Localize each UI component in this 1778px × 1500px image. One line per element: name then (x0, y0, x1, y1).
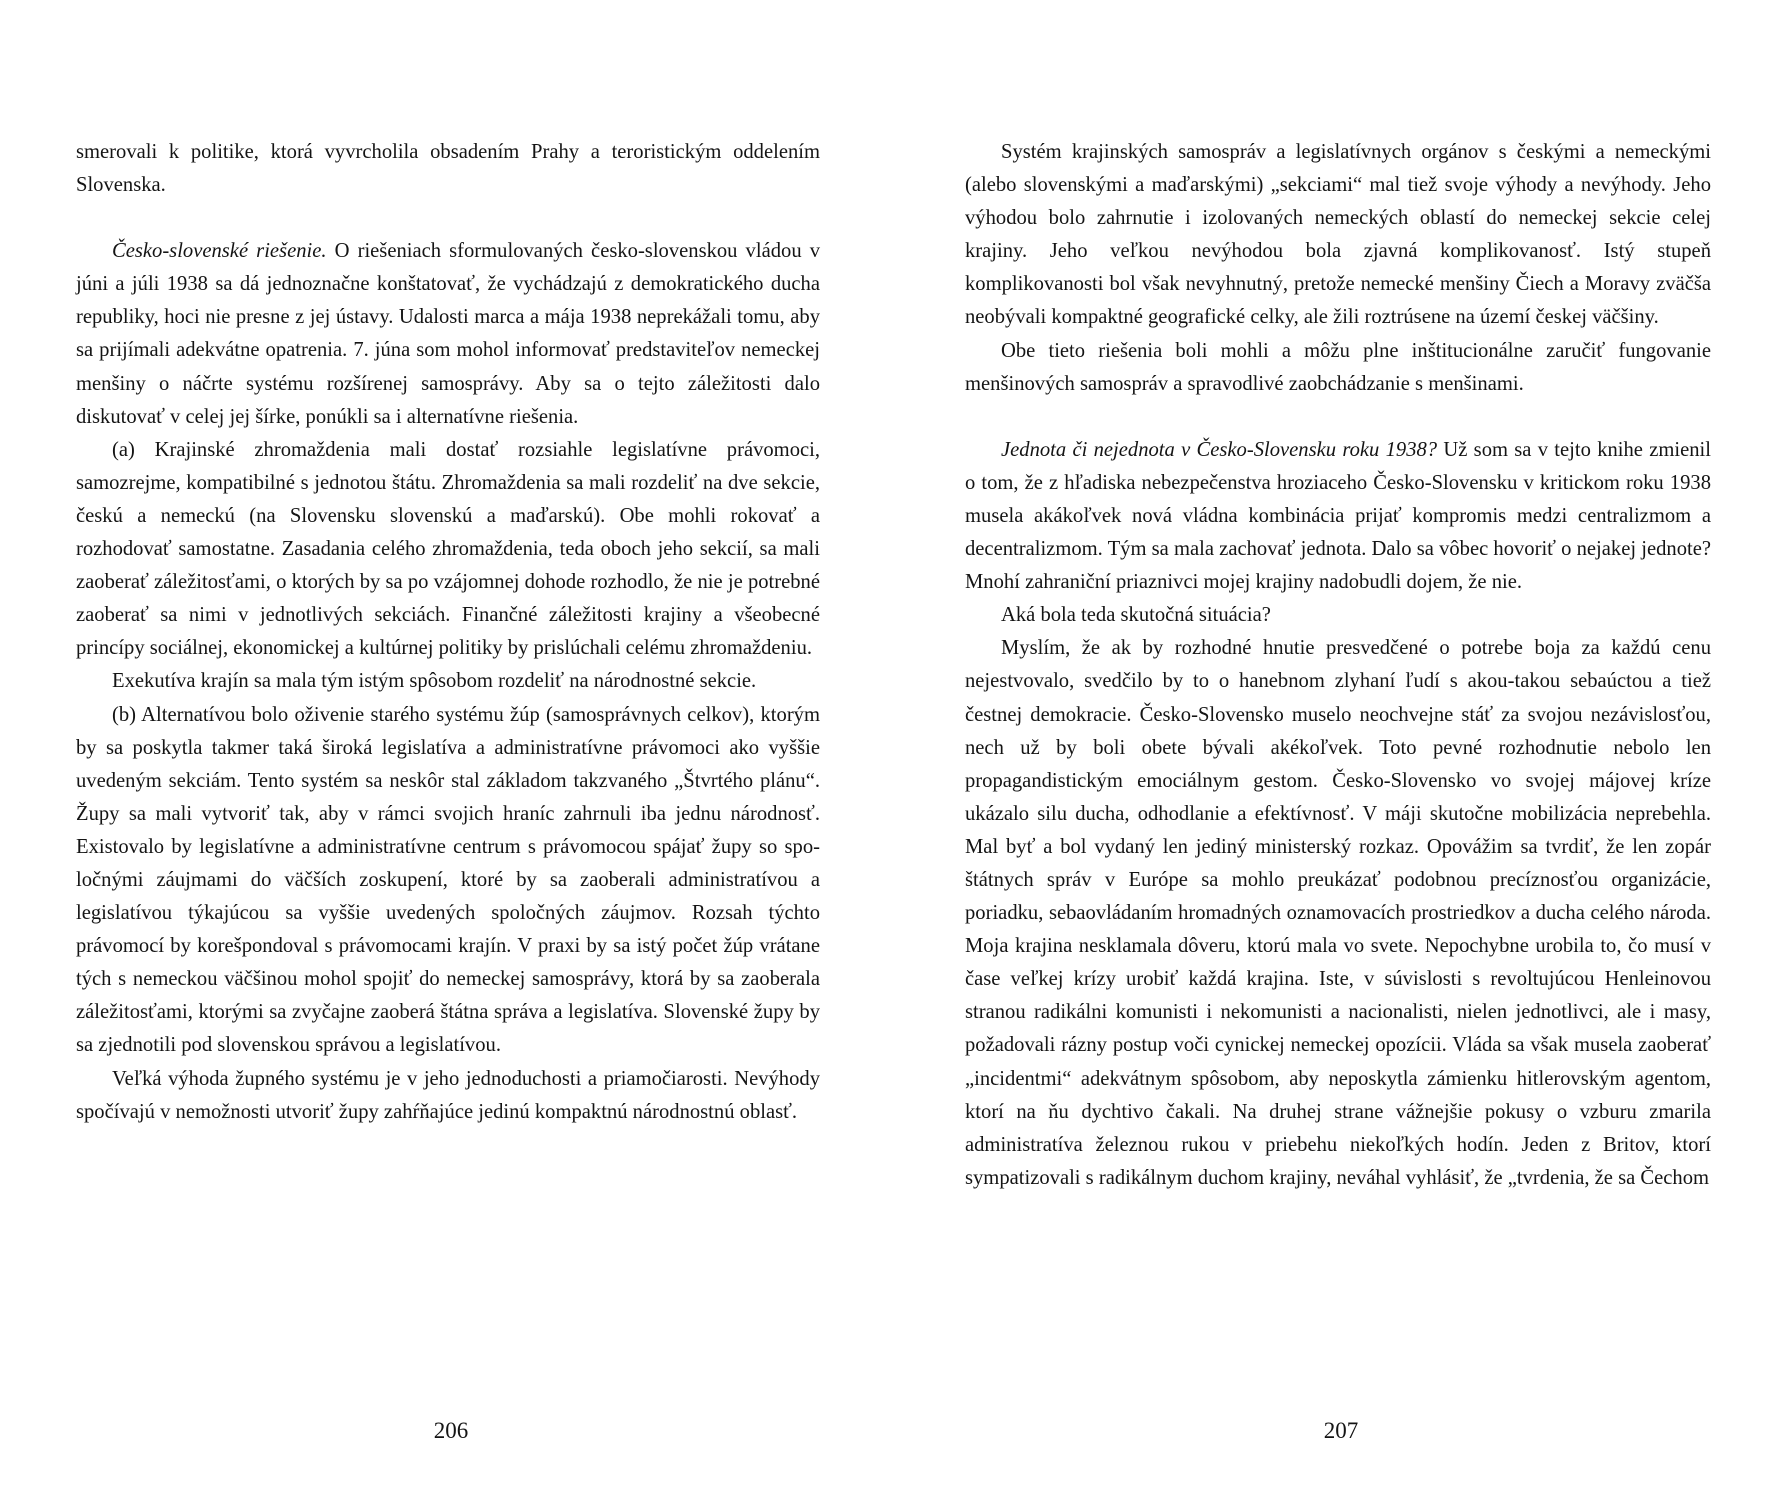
paragraph: Aká bola teda skutočná situácia? (1001, 604, 1271, 627)
paragraph: (b) Alternatívou bolo oživenie starého systému žúp (samosprávnych celkov), ktorým by sa poskytla takmer taká široká legislatíva a administratívne právomoci ako vyššie uvedeným sekciám. Tento systém sa neskôr stal základom takzvaného „Štvrtého plánu“. Župy sa mali vytvoriť tak, aby v rámci svojich hraníc zahrnuli iba jednu národnosť. Existovalo by legislatívne a administratívne centrum s právomocou spájať župy so spoločnými záujmami do väčších zoskupení, ktoré by sa zaoberali administratívou a legislatívou týkajúcou sa vyššie uvedených spoločných záujmov. Rozsah týchto právomocí by korešpondoval s právomocami krajín. V praxi by sa istý počet žúp vrátane tých s nemeckou väčšinou mohol spojiť do nemeckej samosprávy, ktorá by sa zaoberala záležitosťami, ktorými sa zvyčajne zaoberá štátna správa a legislatíva. Slovenské župy by sa zjednotili pod slovenskou správou a legislatívou. (76, 703, 820, 1057)
paragraph: (a) Krajinské zhromaždenia mali dostať rozsiahle legislatívne právomoci, samozrejme, kompatibilné s jednotou štátu. Zhromaždenia sa mali rozdeliť na dve sekcie, českú a nemeckú (na Slovensku slovenskú a maďarskú). Obe mohli rokovať a rozhodovať samostatne. Zasadania celého zhromaždenia, teda oboch jeho sekcií, sa mali zaoberať záležitosťami, o ktorých by sa po vzájomnej dohode rozhodlo, že nie je potrebné zaoberať sa nimi v jednotlivých sekciách. Finančné záležitosti krajiny a všeobecné princípy sociálnej, ekonomickej a kultúrnej politiky by prislúchali celému zhromaždeniu. (76, 438, 820, 660)
paragraph-text: Už som sa v tejto knihe zmienil o tom, že z hľadiska nebezpečenstva hroziaceho Česko-Slovensku v kritickom roku 1938 musela akákoľvek nová vládna kombinácia prijať kompromis medzi centralizmom a decentralizmom. Tým sa mala zachovať jednota. Dalo sa vôbec hovoriť o nejakej jednote? Mnohí zahraniční priaznivci mojej krajiny nadobudli dojem, že nie. (965, 438, 1711, 594)
section-heading: Jednota či nejednota v Česko-Slovensku roku 1938? (1001, 438, 1438, 461)
paragraph: Veľká výhoda župného systému je v jeho jednoduchosti a priamočiarosti. Nevýhody spočívajú v nemožnosti utvoriť župy zahŕňajúce jedinú kompaktnú národnostnú oblasť. (76, 1067, 820, 1123)
left-page (0, 0, 888, 1500)
left-text-column (76, 136, 820, 1129)
paragraph: Exekutíva krajín sa mala tým istým spôsobom rozdeliť na národnostné sekcie. (112, 670, 757, 693)
paragraph: Myslím, že ak by rozhodné hnutie presvedčené o potrebe boja za každú cenu nejestvovalo, svedčilo by to o hanebnom zlyhaní ľudí s akou-takou sebaúctou a tiež čestnej demokracie. Česko-Slovensko muselo neochvejne stáť za svojou nezávislosťou, nech už by boli obete bývali akékoľvek. Toto pevné rozhodnutie nebolo len propagandistickým emociálnym gestom. Česko-Slovensko vo svojej májovej kríze ukázalo silu ducha, odhodlanie a efektívnosť. V máji skutočne mobilizácia neprebehla. Mal byť a bol vydaný len jediný ministerský rozkaz. Opovážim sa tvrdiť, že len zopár štátnych správ v Európe sa mohlo preukázať podobnou precíznosťou organizácie, poriadku, sebaovládaním hromadných oznamovacích prostriedkov a ducha celého národa. Moja krajina nesklamala dôveru, ktorú mala vo svete. Nepochybne urobila to, čo musí v čase veľkej krízy urobiť každá krajina. Iste, v súvislosti s revoltujúcou Henleinovou stranou radikálni komunisti i nekomunisti a nacionalisti, nielen jednotlivci, ale i masy, požadovali rázny postup voči cynickej nemeckej opozícii. Vláda sa však musela zaoberať „incidentmi“ adekvátnym spôsobom, aby neposkytla zámienku hitlerovským agentom, ktorí na ňu dychtivo čakali. Na druhej strane vážnejšie pokusy o vzburu zmarila administratíva železnou rukou v priebehu niekoľkých hodín. Jeden z Britov, ktorí sympatizovali s radikálnym duchom krajiny, neváhal vyhlásiť, že „tvrdenia, že sa Čechom (965, 637, 1711, 1189)
paragraph (965, 434, 1711, 599)
section-heading: Česko-slovenské riešenie. (112, 240, 327, 263)
right-text-column (965, 136, 1711, 1195)
page-number: 207 (1323, 1418, 1359, 1443)
paragraph: Systém krajinských samospráv a legislatívnych orgánov s českými a nemeckými (alebo slovenskými a maďarskými) „sekciami“ mal tiež svoje výhody a nevýhody. Jeho výhodou bolo zahrnutie i izolovaných nemeckých oblastí do nemeckej sekcie celej krajiny. Jeho veľkou nevýhodou bola zjavná komplikovanosť. Istý stupeň komplikovanosti bol však nevyhnutný, pretože nemecké menšiny Čiech a Moravy zväčša neobývali kompaktné geografické celky, ale žili roztrúsene na území českej väčšiny. (965, 141, 1711, 329)
paragraph (76, 235, 820, 434)
paragraph-text: O riešeniach sformulovaných česko-slovenskou vládou v júni a júli 1938 sa dá jednoznačne konštatovať, že vychádzajú z demokratického ducha republiky, hoci nie presne z jej ústavy. Udalosti marca a mája 1938 neprekážali tomu, aby sa prijímali adekvátne opatrenia. 7. júna som mohol informovať predstaviteľov nemeckej menšiny o náčrte systému rozšírenej samosprávy. Aby sa o tejto záležitosti dalo diskutovať v celej jej šírke, ponúkli sa i alternatívne riešenia. (76, 240, 820, 428)
paragraph: Obe tieto riešenia boli mohli a môžu plne inštitucionálne zaručiť fungovanie menšinových samospráv a spravodlivé zaobchádzanie s menšinami. (965, 339, 1711, 395)
page-number: 206 (433, 1418, 469, 1443)
paragraph: smerovali k politike, ktorá vyvrcholila obsadením Prahy a teroristickým oddelením Slovenska. (76, 141, 820, 197)
right-page (889, 0, 1777, 1500)
